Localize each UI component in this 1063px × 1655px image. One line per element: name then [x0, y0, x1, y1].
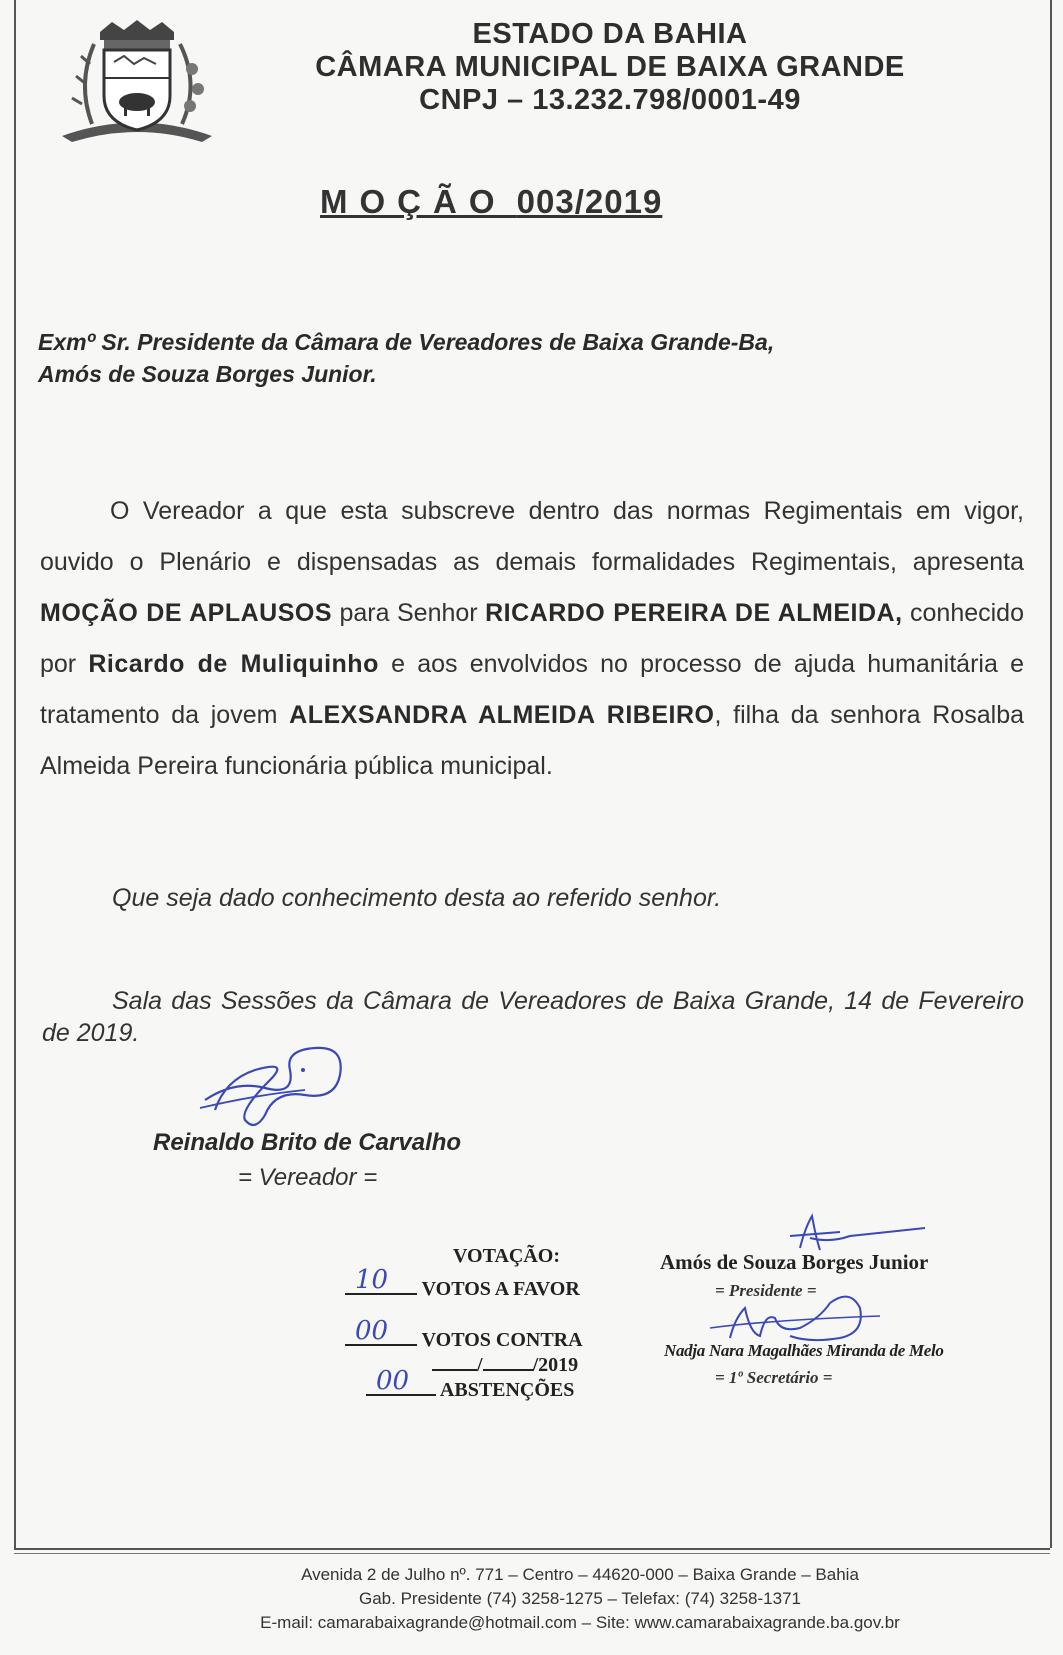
voting-date-row — [432, 1349, 578, 1377]
addressee-line-1: Exmº Sr. Presidente da Câmara de Vereadores de Baixa Grande-Ba, — [38, 329, 775, 355]
abstentions-count: 00 — [376, 1366, 410, 1396]
addressee — [38, 326, 774, 390]
secretary-name: Nadja Nara Magalhães Miranda de Melo — [664, 1341, 944, 1360]
author-role: = Vereador = — [238, 1164, 378, 1191]
secretary-role: = 1º Secretário = — [715, 1368, 833, 1387]
addressee-line-2: Amós de Souza Borges Junior. — [38, 361, 377, 387]
place-date-text: Sala das Sessões da Câmara de Vereadores de Baixa Grande, 14 de Fevereiro de 2019. — [42, 987, 1024, 1047]
motion-body — [40, 486, 1024, 792]
letterhead — [270, 18, 950, 117]
patient-name: ALEXSANDRA ALMEIDA RIBEIRO — [289, 701, 715, 729]
footer — [200, 1563, 960, 1635]
votes-against-row — [345, 1316, 583, 1352]
votes-favor-row — [345, 1265, 580, 1301]
votes-against-count: 00 — [355, 1316, 389, 1346]
title-number: 003/2019 — [516, 183, 663, 220]
document-title — [320, 183, 662, 221]
abstentions-blank — [366, 1366, 436, 1396]
footer-contact: E-mail: camarabaixagrande@hotmail.com – Site: www.camarabaixagrande.ba.gov.br — [260, 1613, 900, 1632]
author-name: Reinaldo Brito de Carvalho — [153, 1129, 462, 1156]
footer-divider — [14, 1548, 1050, 1550]
honoree-name: RICARDO PEREIRA DE ALMEIDA, — [485, 599, 903, 627]
institution-name: CÂMARA MUNICIPAL DE BAIXA GRANDE — [315, 51, 905, 83]
president-role: = Presidente = — [715, 1281, 817, 1300]
motion-type: MOÇÃO DE APLAUSOS — [40, 599, 332, 627]
votes-favor-label: VOTOS A FAVOR — [421, 1278, 580, 1300]
votes-against-blank — [345, 1316, 417, 1346]
request-line: Que seja dado conhecimento desta ao referido senhor. — [112, 884, 722, 912]
body-part-5: , filha da senhora Rosalba Almeida Pereira funcionária pública municipal. — [40, 701, 1024, 780]
place-date — [42, 985, 1024, 1049]
president-name: Amós de Souza Borges Junior — [660, 1250, 929, 1274]
footer-address: Avenida 2 de Julho nº. 771 – Centro – 44620-000 – Baixa Grande – Bahia — [301, 1565, 859, 1584]
state-name: ESTADO DA BAHIA — [472, 18, 748, 50]
cnpj-line: CNPJ – 13.232.798/0001-49 — [419, 84, 801, 116]
votes-against-label: VOTOS CONTRA — [421, 1329, 583, 1351]
votes-favor-blank — [345, 1265, 417, 1295]
voting-title: VOTAÇÃO: — [453, 1245, 561, 1267]
body-part-4: e aos envolvidos no processo de ajuda humanitária e tratamento da jovem — [40, 650, 1024, 729]
footer-divider-thin — [14, 1553, 1050, 1554]
body-part-3: conhecido por — [40, 599, 1024, 678]
abstentions-row — [366, 1366, 575, 1402]
body-part-1: O Vereador a que esta subscreve dentro das normas Regimentais em vigor, ouvido o Plenário e dispensadas as demais formalidades Regimentais, apresenta — [40, 497, 1024, 576]
honoree-nickname: Ricardo de Muliquinho — [88, 650, 379, 678]
abstentions-label: ABSTENÇÕES — [439, 1379, 575, 1401]
voting-date-separator: / — [477, 1354, 483, 1376]
coat-of-arms-logo — [52, 14, 222, 144]
body-part-2: para Senhor — [332, 599, 486, 627]
title-word: MOÇÃO — [320, 183, 507, 220]
footer-phones: Gab. Presidente (74) 3258-1275 – Telefax: (74) 3258-1371 — [359, 1589, 801, 1608]
voting-date-year: /2019 — [532, 1354, 579, 1376]
votes-favor-count: 10 — [355, 1265, 389, 1295]
author-signature — [195, 1040, 375, 1135]
